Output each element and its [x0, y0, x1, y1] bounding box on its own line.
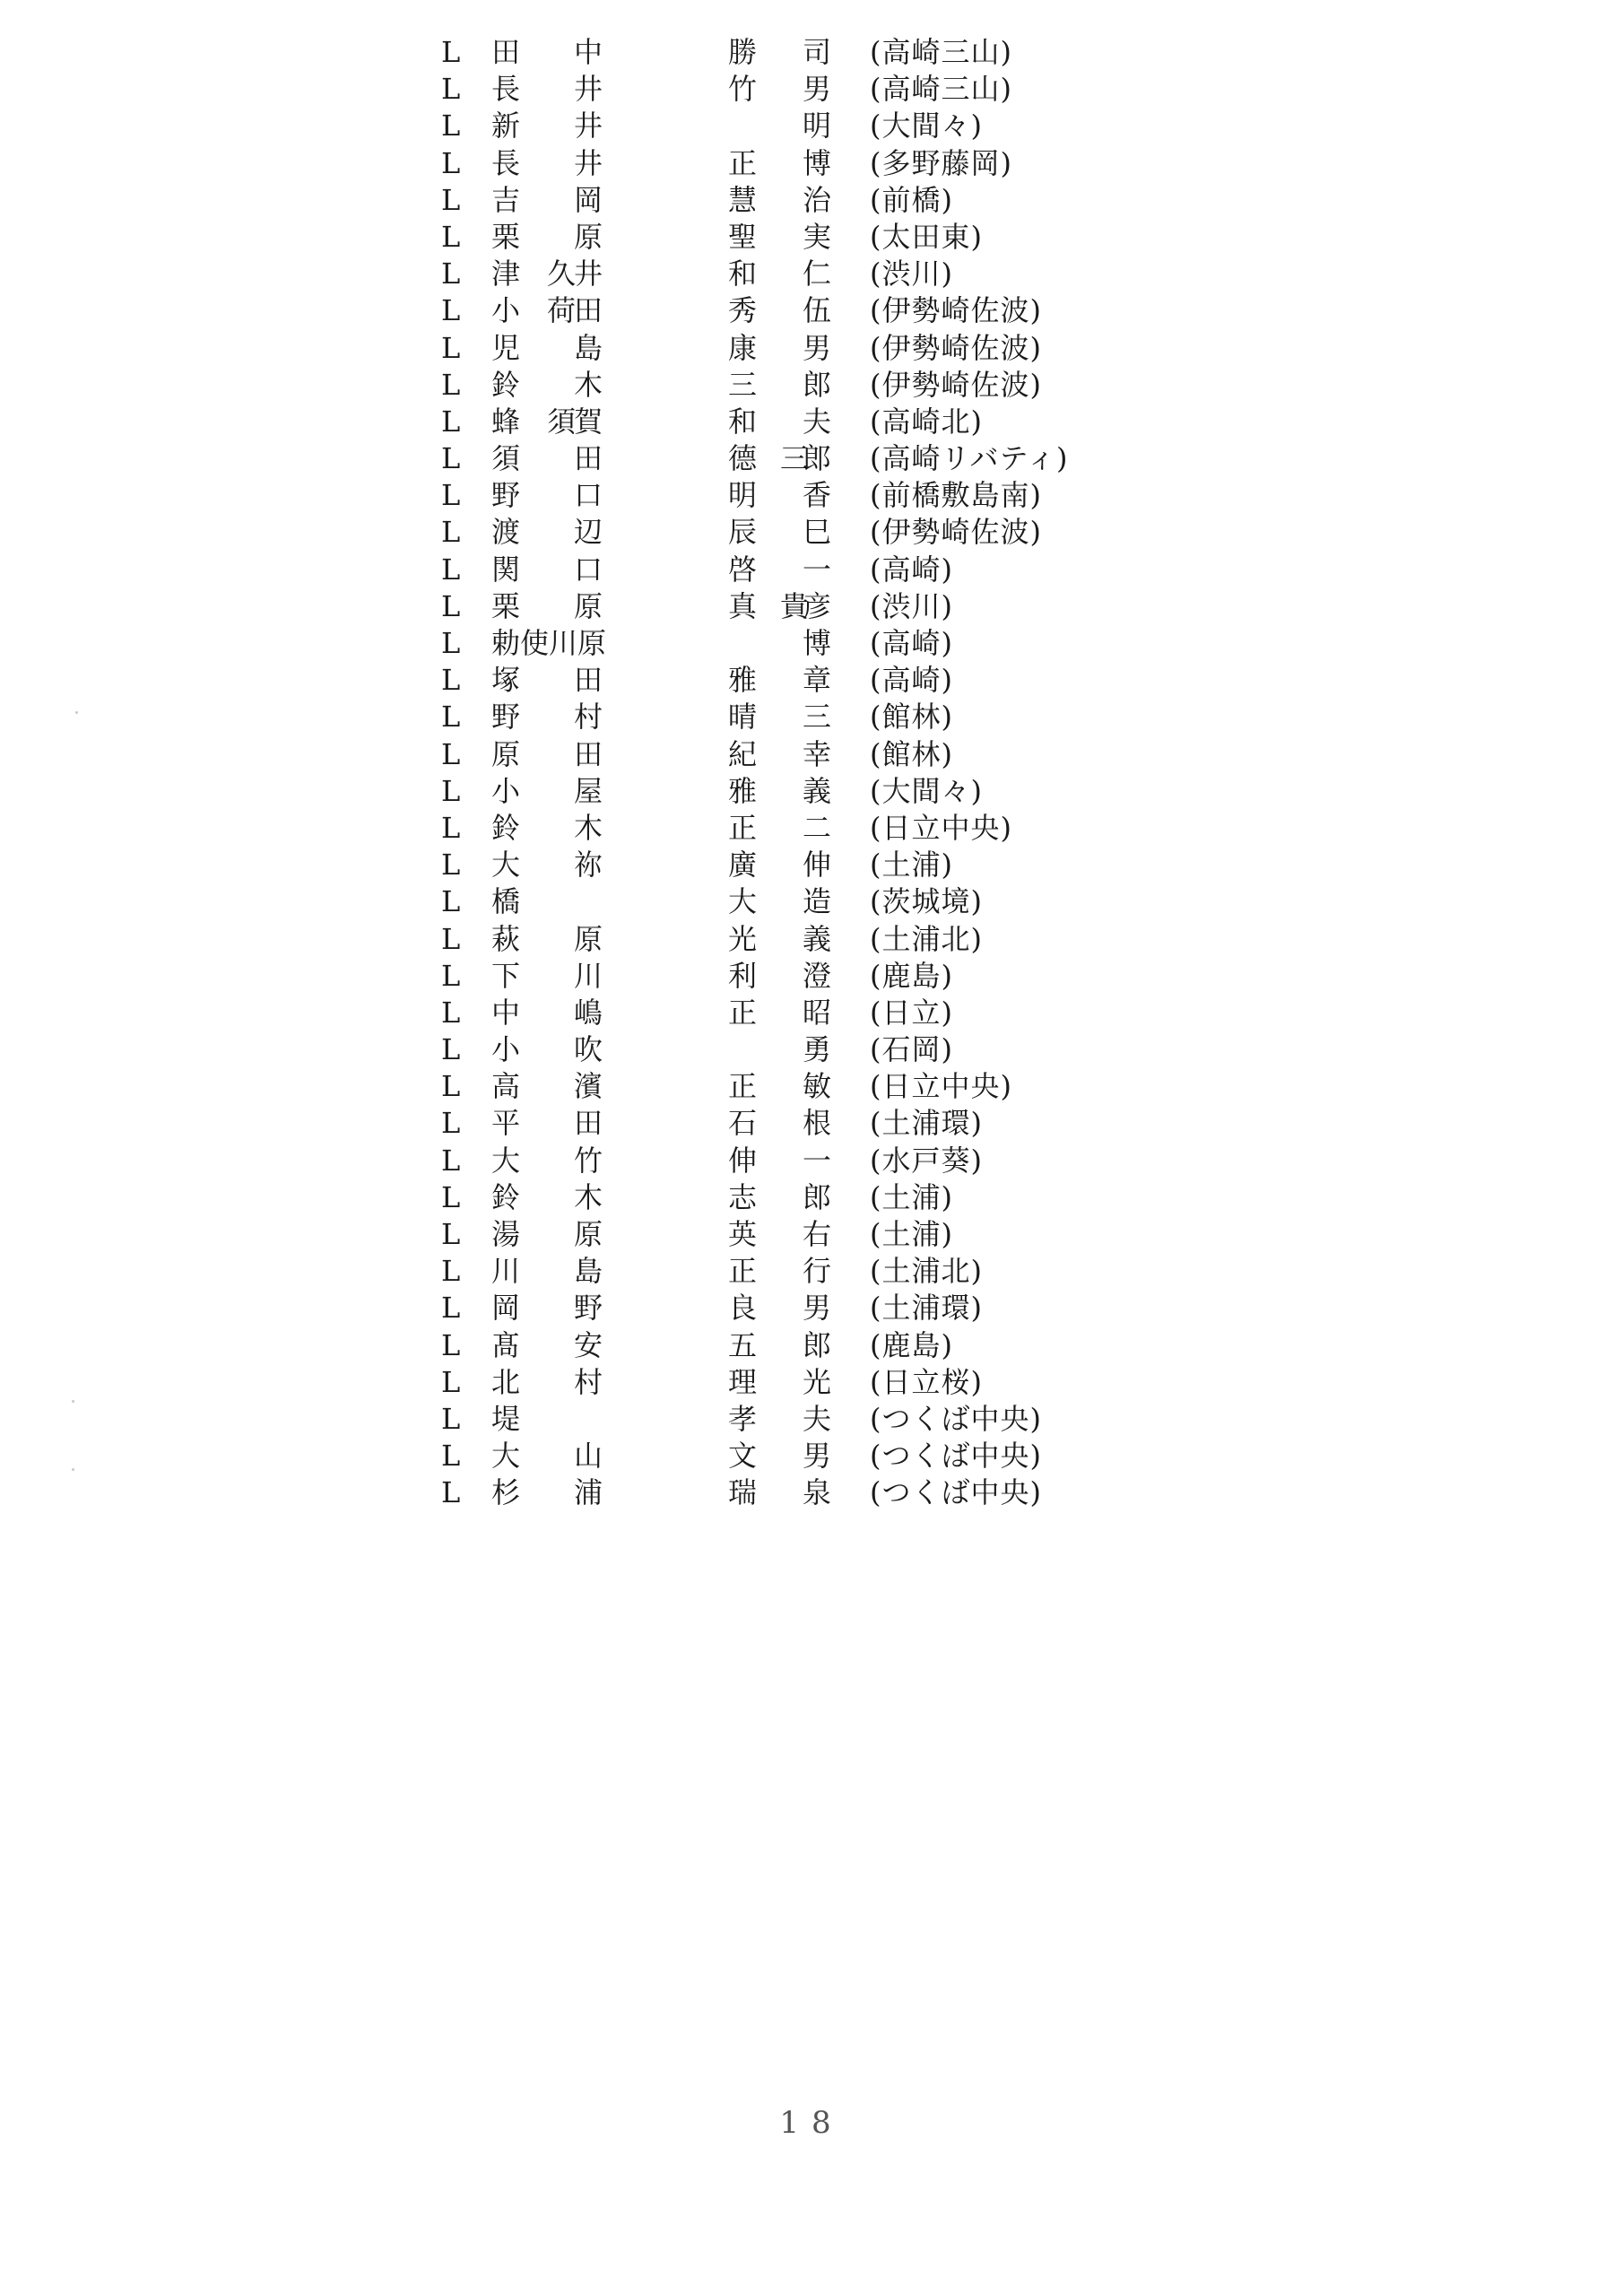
member-name-char: 村	[574, 700, 603, 735]
list-item	[421, 552, 1103, 588]
member-name-char: 行	[803, 1254, 832, 1289]
member-name-char: 昭	[803, 995, 832, 1030]
member-name-char: 竹	[574, 1143, 603, 1178]
member-club: (渋川)	[870, 588, 953, 623]
member-name-char: 萩	[491, 921, 521, 956]
list-item	[421, 440, 1103, 477]
member-club: (高崎)	[870, 626, 953, 660]
member-name-char: 蜂	[491, 404, 521, 439]
member-name-char: 新	[491, 109, 521, 144]
member-name-char: 木	[574, 1179, 603, 1214]
member-club: (土浦)	[870, 1179, 953, 1214]
member-prefix: L	[441, 1106, 461, 1141]
member-name-char: 廣	[728, 848, 758, 883]
list-item	[421, 1068, 1103, 1105]
member-prefix: L	[441, 35, 461, 69]
list-item	[421, 514, 1103, 551]
member-club: (高崎北)	[870, 404, 983, 439]
member-name-char: 屋	[574, 773, 603, 808]
member-name-char: 大	[491, 848, 521, 883]
member-club: (伊勢崎佐波)	[870, 515, 1042, 550]
member-name-char: 髙	[491, 1327, 521, 1362]
member-prefix: L	[441, 1327, 461, 1362]
member-name-char: 治	[803, 182, 832, 217]
member-prefix: L	[441, 219, 461, 254]
member-name-char: 造	[803, 884, 832, 919]
member-club: (水戸葵)	[870, 1143, 983, 1178]
member-name-char: 栗	[491, 219, 521, 254]
list-item	[421, 1216, 1103, 1253]
member-prefix: L	[441, 773, 461, 808]
member-name-char: 鈴	[491, 367, 521, 402]
member-prefix: L	[441, 700, 461, 735]
member-name-char: 和	[728, 404, 758, 439]
member-prefix: L	[441, 1291, 461, 1326]
member-name-char: 男	[803, 1439, 832, 1474]
member-prefix: L	[441, 626, 461, 660]
member-name-char: 志	[728, 1179, 758, 1214]
member-prefix: L	[441, 848, 461, 883]
member-name-char: 川	[574, 958, 603, 993]
member-name-char: 野	[491, 478, 521, 513]
list-item	[421, 367, 1103, 404]
list-item	[421, 995, 1103, 1031]
member-name-char: 康	[728, 330, 758, 365]
member-name-char: 荷	[547, 293, 577, 328]
list-item	[421, 1327, 1103, 1364]
member-club: (渋川)	[870, 257, 953, 291]
member-name-char: 晴	[728, 700, 758, 735]
member-club: (茨城境)	[870, 884, 983, 919]
member-name-char: 紀	[728, 736, 758, 771]
member-prefix: L	[441, 145, 461, 180]
member-name-char: 三	[780, 441, 810, 476]
member-name-char: 良	[728, 1291, 758, 1326]
list-item	[421, 958, 1103, 995]
member-name-char: 島	[574, 1254, 603, 1289]
member-name-char: 木	[574, 810, 603, 845]
member-name-char: 岡	[491, 1291, 521, 1326]
member-name-char: 原	[491, 736, 521, 771]
member-name-char: 英	[728, 1217, 758, 1251]
member-name-char: 正	[728, 1069, 758, 1104]
member-name-char: 夫	[803, 1401, 832, 1436]
list-item	[421, 699, 1103, 735]
member-name-char: 下	[491, 958, 521, 993]
member-name-char: 正	[728, 145, 758, 180]
member-name-char: 勅使川原	[491, 626, 607, 660]
member-prefix: L	[441, 810, 461, 845]
member-prefix: L	[441, 958, 461, 993]
member-club: (伊勢崎佐波)	[870, 293, 1042, 328]
list-item	[421, 477, 1103, 514]
member-club: (伊勢崎佐波)	[870, 367, 1042, 402]
member-club: (つくば中央)	[870, 1475, 1042, 1510]
list-item	[421, 1290, 1103, 1326]
member-name-char: 啓	[728, 552, 758, 587]
member-name-char: 浦	[574, 1475, 603, 1510]
list-item	[421, 773, 1103, 810]
member-prefix: L	[441, 441, 461, 476]
member-club: (高崎)	[870, 663, 953, 698]
list-item	[421, 1401, 1103, 1438]
member-name-char: 長	[491, 72, 521, 107]
member-prefix: L	[441, 1401, 461, 1436]
member-name-char: 正	[728, 810, 758, 845]
member-club: (大間々)	[870, 773, 983, 808]
member-club: (日立桜)	[870, 1364, 983, 1399]
member-name-char: 右	[803, 1217, 832, 1251]
member-name-char: 渡	[491, 515, 521, 550]
member-name-char: 堤	[491, 1401, 521, 1436]
member-name-char: 根	[803, 1106, 832, 1141]
member-name-char: 雅	[728, 663, 758, 698]
list-item	[421, 108, 1103, 144]
member-name-char: 野	[574, 1291, 603, 1326]
member-name-char: 仁	[803, 257, 832, 291]
member-name-char: 光	[728, 921, 758, 956]
member-name-char: 男	[803, 330, 832, 365]
member-name-char: 島	[574, 330, 603, 365]
member-club: (土浦北)	[870, 1254, 983, 1289]
member-prefix: L	[441, 736, 461, 771]
member-name-char: 中	[574, 35, 603, 69]
member-name-char: 大	[491, 1439, 521, 1474]
member-name-char: 司	[803, 35, 832, 69]
member-prefix: L	[441, 182, 461, 217]
member-name-char: 賀	[574, 404, 603, 439]
list-item	[421, 921, 1103, 958]
member-name-char: 博	[803, 145, 832, 180]
member-name-char: 関	[491, 552, 521, 587]
member-name-char: 田	[574, 441, 603, 476]
member-prefix: L	[441, 1254, 461, 1289]
member-name-char: 勝	[728, 35, 758, 69]
list-item	[421, 1179, 1103, 1216]
member-prefix: L	[441, 1179, 461, 1214]
member-name-char: 敏	[803, 1069, 832, 1104]
page-number: 18	[779, 2105, 844, 2141]
member-name-char: 利	[728, 958, 758, 993]
member-name-char: 鈴	[491, 1179, 521, 1214]
member-name-char: 理	[728, 1364, 758, 1399]
list-item	[421, 625, 1103, 662]
member-name-char: 聖	[728, 219, 758, 254]
member-name-char: 田	[574, 663, 603, 698]
member-name-char: 北	[491, 1364, 521, 1399]
member-name-char: 須	[547, 404, 577, 439]
member-name-char: 彦	[803, 588, 832, 623]
member-name-char: 中	[491, 995, 521, 1030]
member-name-char: 吹	[574, 1032, 603, 1067]
member-club: (高崎三山)	[870, 72, 1012, 107]
member-name-char: 塚	[491, 663, 521, 698]
member-club: (伊勢崎佐波)	[870, 330, 1042, 365]
list-item	[421, 588, 1103, 625]
member-name-char: 男	[803, 72, 832, 107]
member-name-char: 郎	[803, 1327, 832, 1362]
member-name-char: 義	[803, 921, 832, 956]
list-item	[421, 256, 1103, 292]
member-club: (つくば中央)	[870, 1401, 1042, 1436]
list-item	[421, 292, 1103, 329]
member-name-char: 湯	[491, 1217, 521, 1251]
member-name-char: 原	[574, 588, 603, 623]
member-prefix: L	[441, 1069, 461, 1104]
member-name-char: 巳	[803, 515, 832, 550]
member-name-char: 郎	[803, 441, 832, 476]
member-name-char: 明	[728, 478, 758, 513]
member-club: (日立中央)	[870, 810, 1012, 845]
member-club: (高崎)	[870, 552, 953, 587]
member-name-char: 瑞	[728, 1475, 758, 1510]
member-name-char: 久	[547, 257, 577, 291]
member-name-char: 井	[574, 257, 603, 291]
list-item	[421, 1438, 1103, 1474]
member-name-char: 口	[574, 478, 603, 513]
member-prefix: L	[441, 884, 461, 919]
member-prefix: L	[441, 995, 461, 1030]
member-club: (鹿島)	[870, 1327, 953, 1362]
list-item	[421, 662, 1103, 699]
member-name-char: 章	[803, 663, 832, 698]
member-name-char: 幸	[803, 736, 832, 771]
member-name-char: 正	[728, 995, 758, 1030]
member-club: (日立中央)	[870, 1069, 1012, 1104]
member-name-char: 須	[491, 441, 521, 476]
member-name-char: 小	[491, 1032, 521, 1067]
member-prefix: L	[441, 1143, 461, 1178]
member-name-char: 勇	[803, 1032, 832, 1067]
member-name-char: 井	[574, 72, 603, 107]
member-name-char: 山	[574, 1439, 603, 1474]
member-name-char: 澄	[803, 958, 832, 993]
member-club: (館林)	[870, 700, 953, 735]
member-name-char: 五	[728, 1327, 758, 1362]
member-name-char: 光	[803, 1364, 832, 1399]
member-prefix: L	[441, 515, 461, 550]
member-name-char: 貴	[780, 588, 810, 623]
list-item	[421, 145, 1103, 182]
member-name-char: 原	[574, 219, 603, 254]
member-club: (土浦北)	[870, 921, 983, 956]
member-name-char: 大	[491, 1143, 521, 1178]
member-club: (つくば中央)	[870, 1439, 1042, 1474]
member-name-char: 一	[803, 552, 832, 587]
member-name-char: 泉	[803, 1475, 832, 1510]
member-name-char: 男	[803, 1291, 832, 1326]
list-item	[421, 1105, 1103, 1142]
list-item	[421, 182, 1103, 219]
member-name-char: 川	[491, 1254, 521, 1289]
member-name-char: 義	[803, 773, 832, 808]
member-name-char: 田	[574, 1106, 603, 1141]
member-prefix: L	[441, 1217, 461, 1251]
member-name-char: 野	[491, 700, 521, 735]
list-item	[421, 1143, 1103, 1179]
member-list	[421, 34, 1103, 1512]
list-item	[421, 1253, 1103, 1290]
member-prefix: L	[441, 921, 461, 956]
member-prefix: L	[441, 1475, 461, 1510]
member-name-char: 小	[491, 773, 521, 808]
member-name-char: 雅	[728, 773, 758, 808]
member-name-char: 田	[574, 293, 603, 328]
member-name-char: 辺	[574, 515, 603, 550]
list-item	[421, 847, 1103, 883]
member-club: (鹿島)	[870, 958, 953, 993]
member-name-char: 祢	[574, 848, 603, 883]
member-prefix: L	[441, 367, 461, 402]
member-prefix: L	[441, 109, 461, 144]
member-prefix: L	[441, 1364, 461, 1399]
member-name-char: 香	[803, 478, 832, 513]
member-prefix: L	[441, 1032, 461, 1067]
member-name-char: 竹	[728, 72, 758, 107]
member-name-char: 平	[491, 1106, 521, 1141]
member-name-char: 濱	[574, 1069, 603, 1104]
member-prefix: L	[441, 1439, 461, 1474]
list-item	[421, 34, 1103, 71]
member-prefix: L	[441, 404, 461, 439]
member-prefix: L	[441, 330, 461, 365]
member-name-char: 秀	[728, 293, 758, 328]
member-name-char: 長	[491, 145, 521, 180]
member-prefix: L	[441, 72, 461, 107]
list-item	[421, 404, 1103, 440]
member-name-char: 安	[574, 1327, 603, 1362]
member-name-char: 井	[574, 145, 603, 180]
member-name-char: 和	[728, 257, 758, 291]
list-item	[421, 1364, 1103, 1401]
member-name-char: 実	[803, 219, 832, 254]
member-name-char: 口	[574, 552, 603, 587]
list-item	[421, 219, 1103, 256]
member-prefix: L	[441, 293, 461, 328]
member-club: (太田東)	[870, 219, 983, 254]
member-name-char: 孝	[728, 1401, 758, 1436]
member-name-char: 大	[728, 884, 758, 919]
member-name-char: 一	[803, 1143, 832, 1178]
member-prefix: L	[441, 552, 461, 587]
member-prefix: L	[441, 257, 461, 291]
member-name-char: 原	[574, 1217, 603, 1251]
member-name-char: 小	[491, 293, 521, 328]
list-item	[421, 810, 1103, 847]
member-club: (土浦環)	[870, 1106, 983, 1141]
list-item	[421, 330, 1103, 367]
member-club: (土浦環)	[870, 1291, 983, 1326]
member-name-char: 伸	[728, 1143, 758, 1178]
member-name-char: 郎	[803, 1179, 832, 1214]
member-name-char: 真	[728, 588, 758, 623]
member-name-char: 鈴	[491, 810, 521, 845]
scan-speck	[75, 711, 78, 714]
scan-speck	[72, 1400, 74, 1403]
member-club: (土浦)	[870, 848, 953, 883]
member-name-char: 井	[574, 109, 603, 144]
member-name-char: 杉	[491, 1475, 521, 1510]
member-club: (石岡)	[870, 1032, 953, 1067]
member-name-char: 村	[574, 1364, 603, 1399]
member-name-char: 三	[728, 367, 758, 402]
member-name-char: 夫	[803, 404, 832, 439]
member-name-char: 伸	[803, 848, 832, 883]
list-item	[421, 71, 1103, 108]
list-item	[421, 1031, 1103, 1068]
member-name-char: 文	[728, 1439, 758, 1474]
member-name-char: 正	[728, 1254, 758, 1289]
member-name-char: 伍	[803, 293, 832, 328]
scan-speck	[72, 1468, 74, 1471]
member-name-char: 橋	[491, 884, 521, 919]
member-name-char: 児	[491, 330, 521, 365]
member-name-char: 明	[803, 109, 832, 144]
member-club: (館林)	[870, 736, 953, 771]
list-item	[421, 1474, 1103, 1511]
member-club: (前橋)	[870, 182, 953, 217]
member-name-char: 慧	[728, 182, 758, 217]
member-club: (前橋敷島南)	[870, 478, 1042, 513]
member-club: (高崎三山)	[870, 35, 1012, 69]
member-name-char: 田	[491, 35, 521, 69]
member-name-char: 吉	[491, 182, 521, 217]
member-name-char: 高	[491, 1069, 521, 1104]
member-prefix: L	[441, 663, 461, 698]
member-name-char: 二	[803, 810, 832, 845]
member-name-char: 田	[574, 736, 603, 771]
member-club: (日立)	[870, 995, 953, 1030]
member-name-char: 郎	[803, 367, 832, 402]
member-prefix: L	[441, 478, 461, 513]
member-name-char: 栗	[491, 588, 521, 623]
member-name-char: 岡	[574, 182, 603, 217]
member-club: (大間々)	[870, 109, 983, 144]
member-name-char: 津	[491, 257, 521, 291]
member-club: (土浦)	[870, 1217, 953, 1251]
member-club: (高崎リバティ)	[870, 441, 1069, 476]
member-name-char: 嶋	[574, 995, 603, 1030]
member-name-char: 木	[574, 367, 603, 402]
list-item	[421, 883, 1103, 920]
member-name-char: 博	[803, 626, 832, 660]
member-name-char: 三	[803, 700, 832, 735]
list-item	[421, 736, 1103, 773]
member-name-char: 辰	[728, 515, 758, 550]
member-name-char: 原	[574, 921, 603, 956]
member-name-char: 德	[728, 441, 758, 476]
member-club: (多野藤岡)	[870, 145, 1012, 180]
member-prefix: L	[441, 588, 461, 623]
member-name-char: 石	[728, 1106, 758, 1141]
